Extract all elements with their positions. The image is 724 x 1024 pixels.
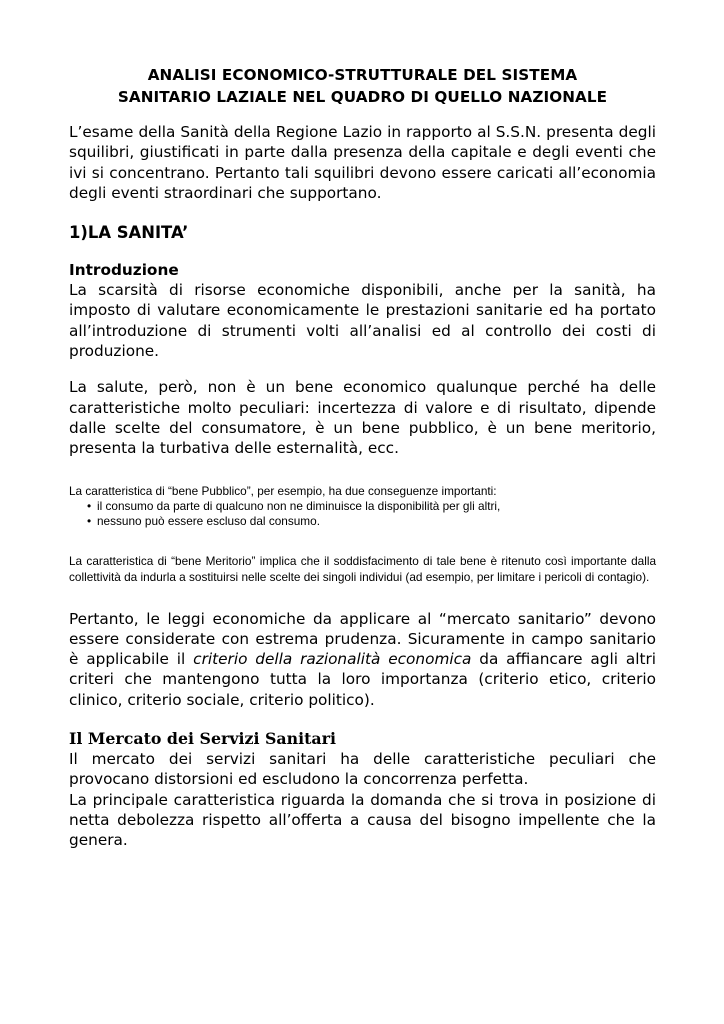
paragraph-3-italic-term: criterio della razionalità economica	[193, 650, 472, 669]
bullet-icon: •	[87, 513, 92, 528]
document-title	[69, 64, 656, 108]
title-line-2: SANITARIO LAZIALE NEL QUADRO DI QUELLO NAZIONALE	[117, 88, 608, 106]
list-item	[87, 499, 656, 514]
title-line-1: ANALISI ECONOMICO-STRUTTURALE DEL SISTEMA	[147, 66, 578, 84]
mercato-paragraph-1: Il mercato dei servizi sanitari ha delle caratteristiche peculiari che provocano distorsioni ed escludono la concorrenza perfetta.	[69, 750, 656, 789]
paragraph-3-text-end: da affiancare agli altri criteri che mantengono tutta la loro importanza (criterio etico, criterio clinico, criterio sociale, criterio politico).	[69, 650, 656, 709]
bullet-icon: •	[87, 498, 92, 513]
subheading-introduzione: Introduzione	[69, 261, 179, 280]
list-item-text: il consumo da parte di qualcuno non ne diminuisce la disponibilità per gli altri,	[97, 498, 501, 513]
subheading-mercato: Il Mercato dei Servizi Sanitari	[69, 729, 336, 749]
mercato-paragraph-2: La principale caratteristica riguarda la domanda che si trova in posizione di netta debolezza rispetto all’offerta a causa del bisogno impellente che la genera.	[69, 790, 656, 850]
bene-pubblico-list	[69, 499, 656, 529]
introduzione-paragraph-3	[69, 609, 656, 710]
list-item	[87, 514, 656, 529]
bene-meritorio-note: La caratteristica di “bene Meritorio” implica che il soddisfacimento di tale bene è ritenuto così importante dalla collettività da indurla a sostituirsi nelle scelte dei singoli individui (ad esempio, per limitare i pericoli di contagio).	[69, 553, 656, 584]
bene-pubblico-note: La caratteristica di “bene Pubblico”, per esempio, ha due conseguenze importanti:	[69, 483, 497, 498]
introduzione-paragraph-1: La scarsità di risorse economiche disponibili, anche per la sanità, ha imposto di valutare economicamente le prestazioni sanitarie ed ha portato all’introduzione di strumenti volti all’analisi ed al controllo dei costi di produzione.	[69, 281, 656, 361]
intro-paragraph: L’esame della Sanità della Regione Lazio in rapporto al S.S.N. presenta degli squilibri, giustificati in parte dalla presenza della capitale e degli eventi che ivi si concentrano. Pertanto tali squilibri devono essere caricati all’economia degli eventi straordinari che supportano.	[69, 123, 656, 202]
paragraph-3-text-start: Pertanto, le leggi economiche da applicare al “mercato sanitario” devono essere considerate con estrema prudenza. Sicuramente in campo sanitario è applicabile il	[69, 609, 656, 669]
section-heading-sanita: 1)LA SANITA’	[69, 223, 189, 243]
document-page	[69, 64, 656, 851]
introduzione-paragraph-2: La salute, però, non è un bene economico qualunque perché ha delle caratteristiche molto peculiari: incertezza di valore e di risultato, dipende dalle scelte del consumatore, è un bene pubblico, è un bene meritorio, presenta la turbativa delle esternalità, ecc.	[69, 378, 656, 458]
list-item-text: nessuno può essere escluso dal consumo.	[97, 513, 320, 528]
